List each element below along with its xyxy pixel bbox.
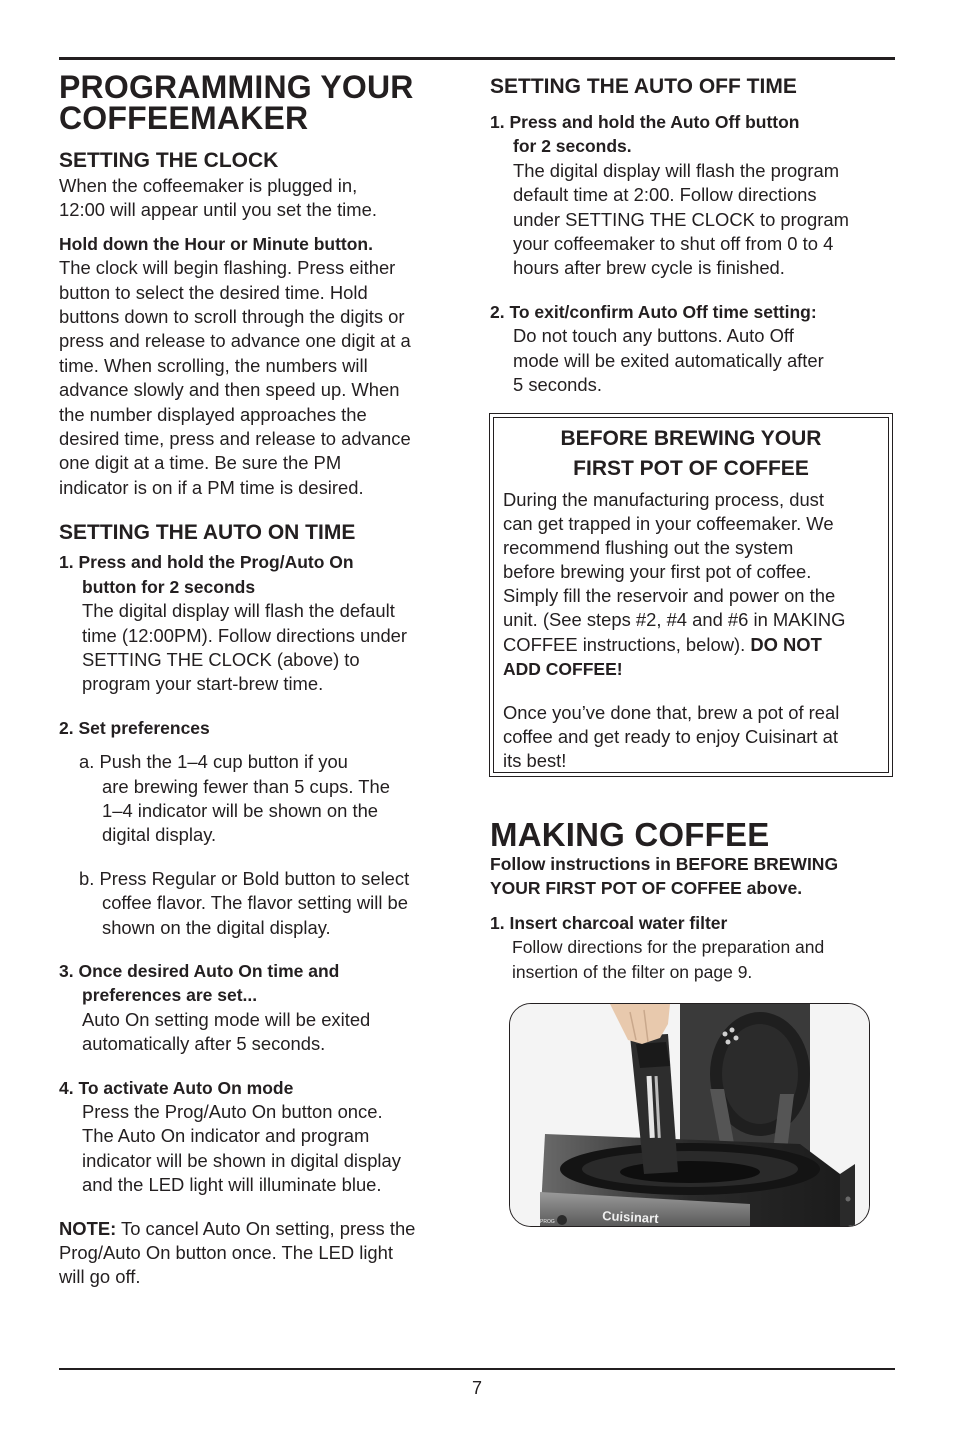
- making-coffee-section: [490, 818, 895, 984]
- auto-on-step-2a: a. Push the 1–4 cup button if you are brewing fewer than 5 cups. The 1–4 indicator will be shown on the digital display.: [79, 751, 390, 846]
- right-column: [490, 72, 895, 397]
- making-coffee-heading: MAKING COFFEE: [490, 816, 770, 853]
- before-brewing-heading: BEFORE BREWING YOUR FIRST POT OF COFFEE: [560, 427, 822, 480]
- top-rule: [59, 57, 895, 60]
- do-not-warning: DO NOT: [750, 633, 822, 655]
- page-number: 7: [471, 1378, 482, 1398]
- before-brewing-para-1: During the manufacturing process, dust can get trapped in your coffeemaker. We recommend flushing out the system before brewing your first pot of coffee. Simply fill the reservoir and power on the unit. (See steps #2, #4 and #6 in MAKING COFFEE instructions, below). DO NOT ADD COFFEE!: [503, 489, 846, 679]
- add-coffee-warning: ADD COFFEE!: [503, 658, 623, 679]
- clock-heading: SETTING THE CLOCK: [59, 149, 279, 172]
- clock-bold-lead: Hold down the Hour or Minute button.: [59, 233, 373, 254]
- auto-on-step-2: 2. Set preferences: [59, 717, 210, 738]
- title-line-2: COFFEEMAKER: [59, 100, 309, 136]
- before-brewing-box-inner: [493, 417, 889, 773]
- page-title: [59, 69, 459, 136]
- coffeemaker-illustration: [510, 1004, 869, 1226]
- before-brewing-para-2: Once you’ve done that, brew a pot of real coffee and get ready to enjoy Cuisinart at its best!: [503, 701, 840, 771]
- note-label: NOTE:: [59, 1217, 117, 1239]
- left-column: [59, 69, 459, 1290]
- auto-on-note: NOTE: To cancel Auto On setting, press the Prog/Auto On button once. The LED light will go off.: [59, 1217, 416, 1288]
- before-brewing-box: [489, 413, 893, 777]
- clock-body: Hold down the Hour or Minute button. The clock will begin flashing. Press either button to select the desired time. Hold buttons down to scroll through the digits or press and release to advance one digit at a time. When scrolling, the numbers will advance slowly and then speed up. When the number displayed approaches the desired time, press and release to advance one digit at a time. Be sure the PM indicator is on if a PM time is desired.: [59, 233, 411, 498]
- auto-on-heading: SETTING THE AUTO ON TIME: [59, 521, 356, 545]
- auto-on-step-2b: b. Press Regular or Bold button to select coffee flavor. The flavor setting will be shown on the digital display.: [79, 867, 410, 938]
- auto-off-step-2: 2. To exit/confirm Auto Off time setting: Do not touch any buttons. Auto Off mode will be exited automatically after 5 seconds.: [490, 301, 824, 396]
- auto-on-step-1: 1. Press and hold the Prog/Auto On button for 2 seconds The digital display will flash the default time (12:00PM). Follow directions under SETTING THE CLOCK (above) to program your start-brew time.: [59, 552, 408, 695]
- auto-off-heading: SETTING THE AUTO OFF TIME: [490, 75, 797, 98]
- making-coffee-step-1: 1. Insert charcoal water filter Follow directions for the preparation and insertion of the filter on page 9.: [490, 912, 825, 982]
- making-coffee-lead: Follow instructions in BEFORE BREWING YOUR FIRST POT OF COFFEE above.: [490, 854, 839, 899]
- power-button-icon: [557, 1215, 567, 1225]
- filter-insertion-photo: [509, 1003, 870, 1227]
- brand-logo-text: Cuisinart: [601, 1208, 659, 1226]
- auto-on-step-3: 3. Once desired Auto On time and preferences are set... Auto On setting mode will be exited automatically after 5 seconds.: [59, 960, 371, 1055]
- bottom-rule: [59, 1368, 895, 1370]
- panel-label: PROG: [540, 1219, 555, 1225]
- title-line-1: PROGRAMMING YOUR: [59, 69, 414, 105]
- auto-on-step-4: 4. To activate Auto On mode Press the Prog/Auto On button once. The Auto On indicator and program indicator will be shown in digital display and the LED light will illuminate blue.: [59, 1077, 401, 1196]
- clock-intro: When the coffeemaker is plugged in, 12:00 will appear until you set the time.: [59, 175, 377, 221]
- auto-off-step-1: 1. Press and hold the Auto Off button for 2 seconds. The digital display will flash the program default time at 2:00. Follow directions under SETTING THE CLOCK to program your coffeemaker to shut off from 0 to 4 hours after brew cycle is finished.: [490, 112, 849, 279]
